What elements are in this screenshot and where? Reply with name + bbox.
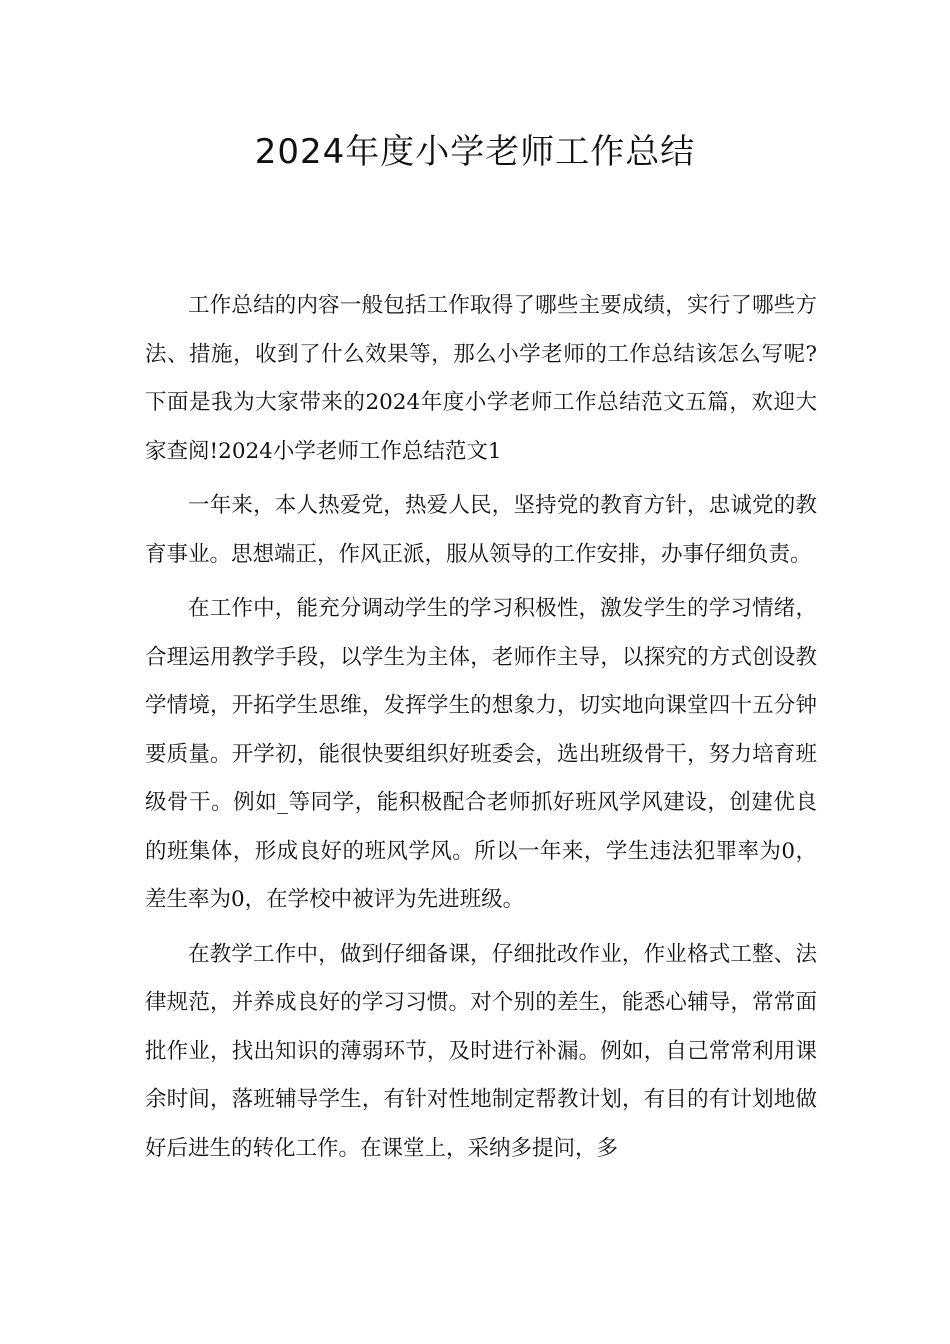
document-title: 2024年度小学老师工作总结 [254,132,696,172]
document-body [145,282,817,1179]
paragraph-teaching: 在教学工作中，做到仔细备课，仔细批改作业，作业格式工整、法律规范，并养成良好的学习习惯。对个别的差生，能悉心辅导，常常面批作业，找出知识的薄弱环节，及时进行补漏。例如，自己常常利用课余时间，落班辅导学生，有针对性地制定帮教计划，有目的有计划地做好后进生的转化工作。在课堂上，采纳多提问，多 [145,941,817,1161]
paragraph-intro: 工作总结的内容一般包括工作取得了哪些主要成绩，实行了哪些方法、措施，收到了什么效果等，那么小学老师的工作总结该怎么写呢?下面是我为大家带来的2024年度小学老师工作总结范文五篇，欢迎大家查阅!2024小学老师工作总结范文1 [145,293,817,464]
paragraph-attitude: 一年来，本人热爱党，热爱人民，坚持党的教育方针，忠诚党的教育事业。思想端正，作风正派，服从领导的工作安排，办事仔细负责。 [145,493,817,567]
paragraph-work: 在工作中，能充分调动学生的学习积极性，激发学生的学习情绪，合理运用教学手段，以学生为主体，老师作主导，以探究的方式创设教学情境，开拓学生思维，发挥学生的想象力，切实地向课堂四十五分钟要质量。开学初，能很快要组织好班委会，选出班级骨干，努力培育班级骨干。例如_等同学，能积极配合老师抓好班风学风建设，创建优良的班集体，形成良好的班风学风。所以一年来，学生违法犯罪率为0，差生率为0，在学校中被评为先进班级。 [145,596,817,912]
